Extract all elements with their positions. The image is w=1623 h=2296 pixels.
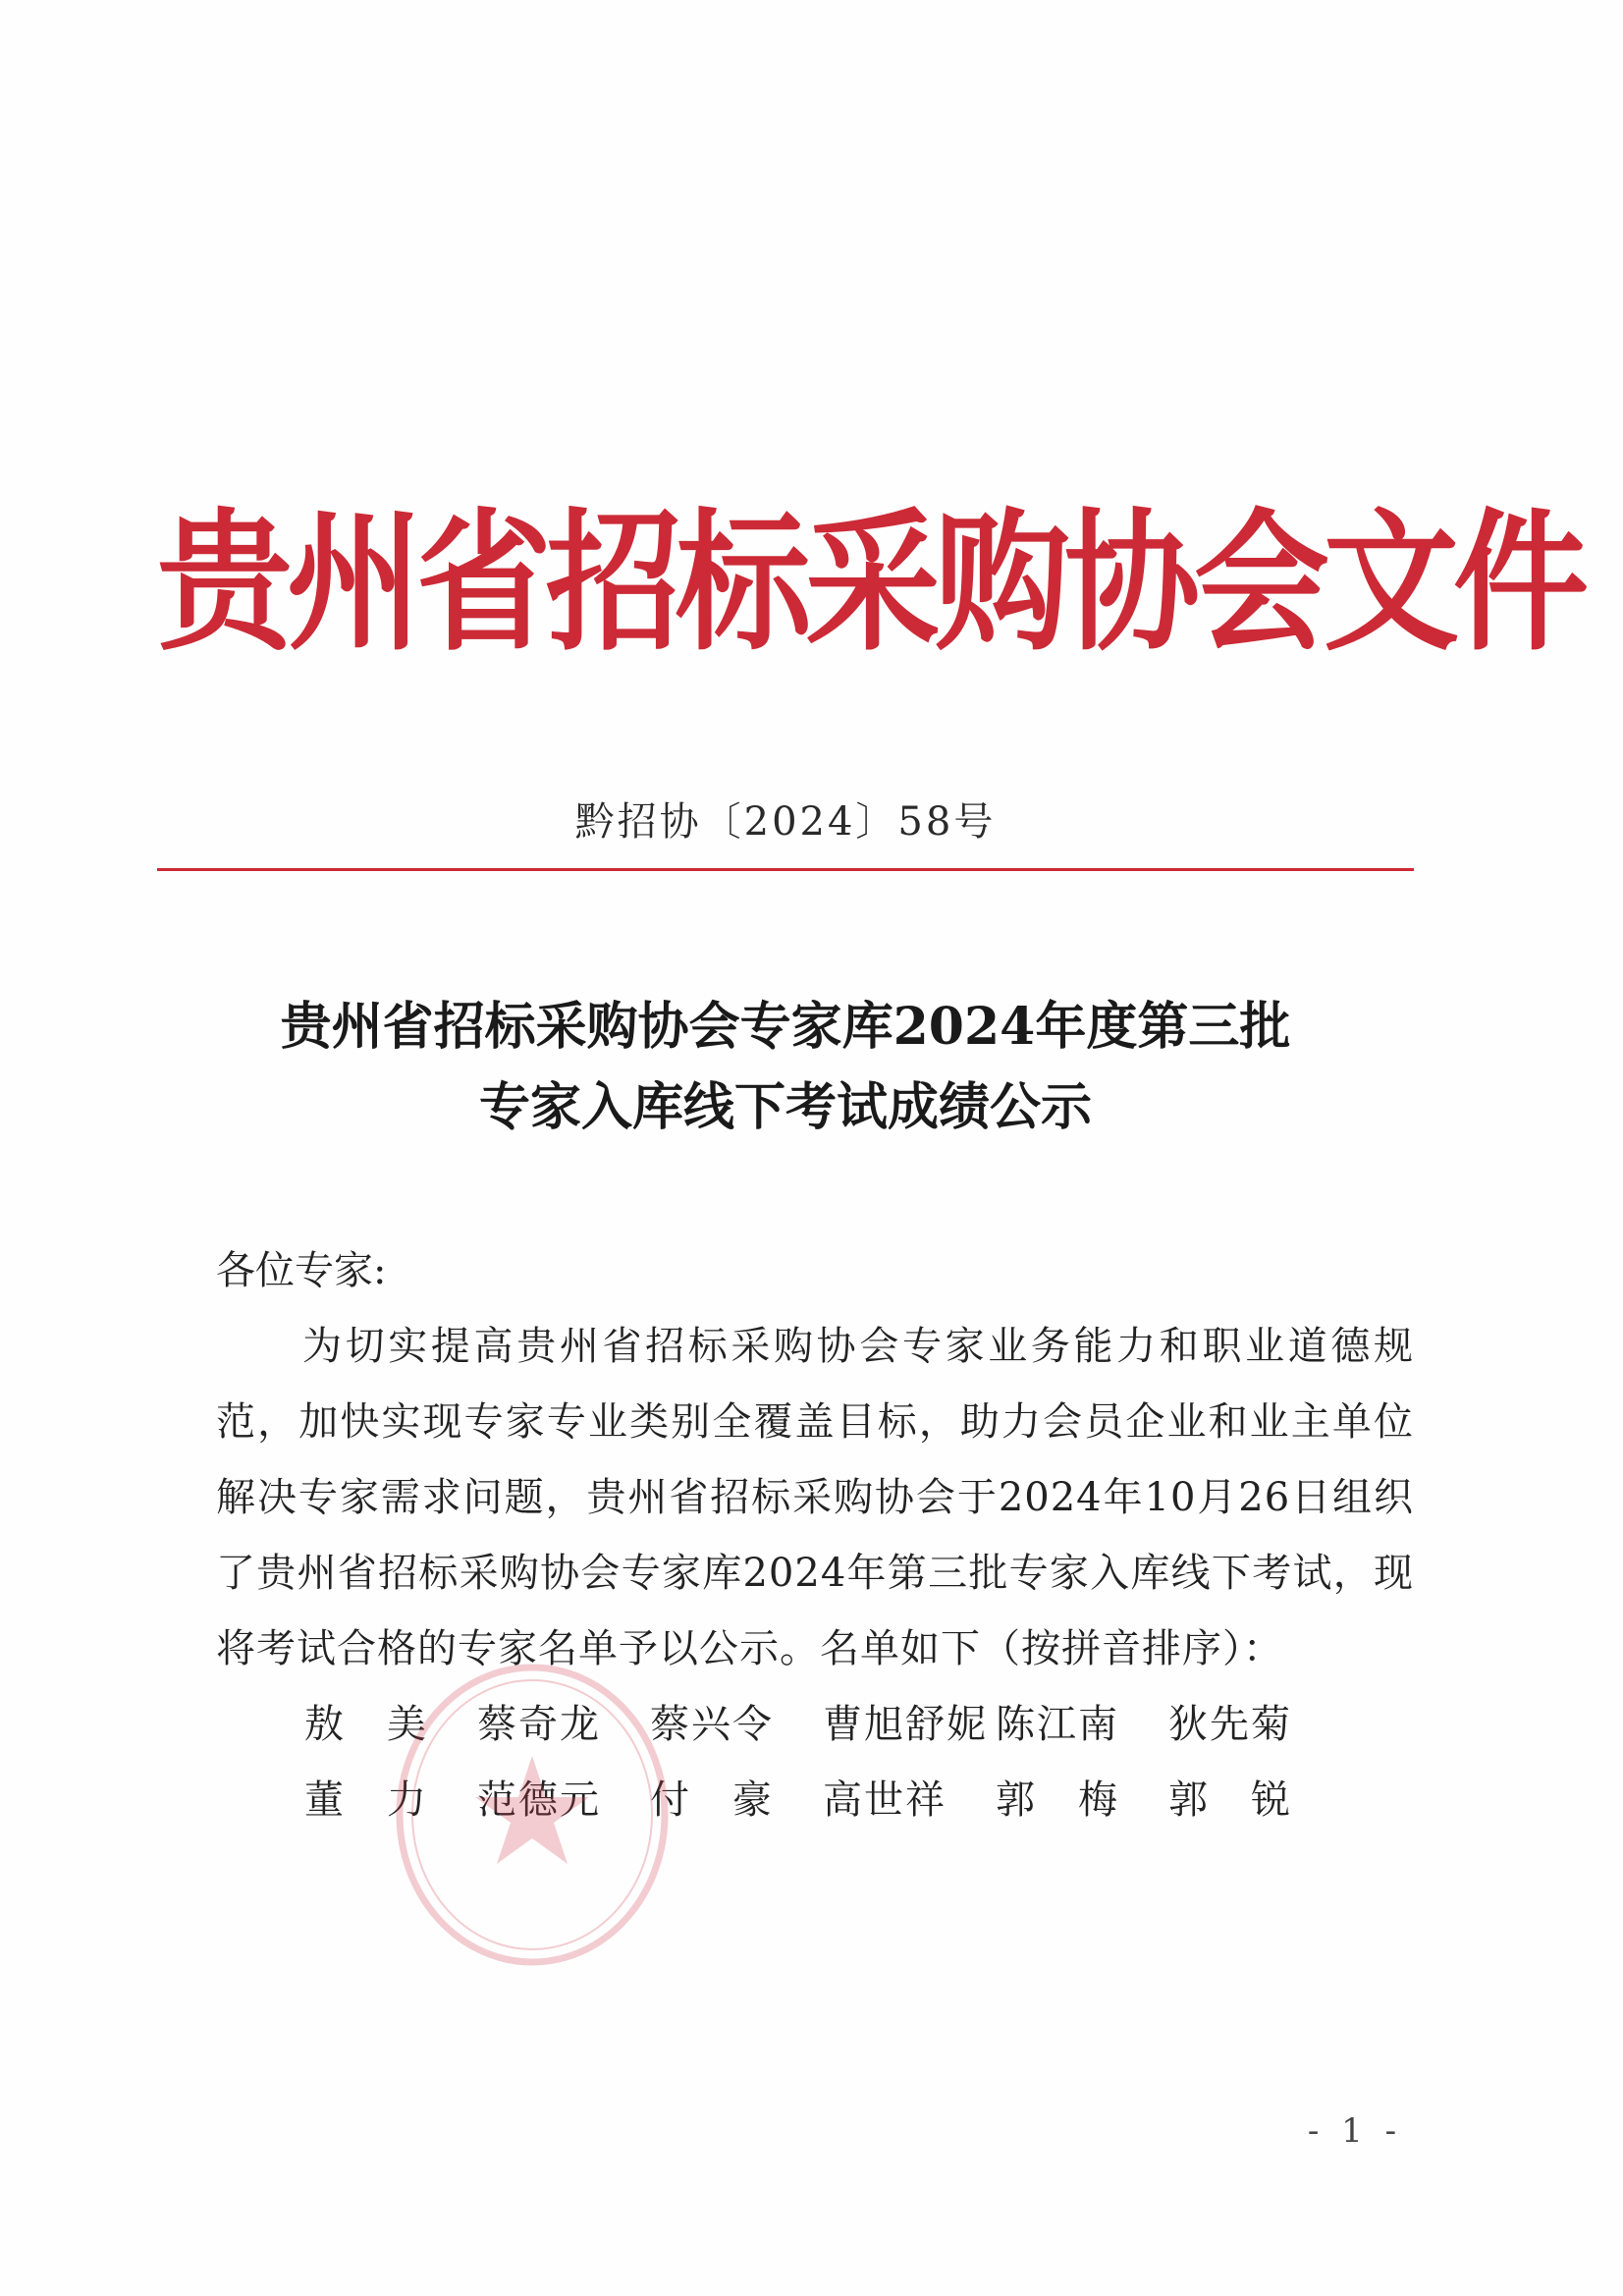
notice-title xyxy=(157,987,1414,1148)
salutation: 各位专家: xyxy=(216,1248,387,1293)
list-item: 郭 梅 xyxy=(996,1777,1119,1823)
list-item: 狄先菊 xyxy=(1168,1702,1292,1747)
name-row-2 xyxy=(304,1763,1414,1838)
notice-title-line-2: 专家入库线下考试成绩公示 xyxy=(478,1077,1092,1137)
page-number: - 1 - xyxy=(1307,2111,1403,2151)
notice-body xyxy=(216,1233,1414,1838)
list-item: 敖 美 xyxy=(304,1702,428,1747)
list-item: 高世祥 xyxy=(823,1777,947,1823)
list-item: 范德元 xyxy=(477,1777,601,1823)
notice-title-line-1: 贵州省招标采购协会专家库2024年度第三批 xyxy=(280,997,1291,1057)
document-number: 黔招协〔2024〕58号 xyxy=(574,799,997,845)
list-item: 陈江南 xyxy=(996,1702,1119,1747)
name-list xyxy=(216,1687,1414,1838)
list-item: 蔡奇龙 xyxy=(477,1702,601,1747)
body-paragraph: 为切实提高贵州省招标采购协会专家业务能力和职业道德规范，加快实现专家专业类别全覆盖目标，助力会员企业和业主单位解决专家需求问题，贵州省招标采购协会于2024年10月26日组织了贵州省招标采购协会专家库2024年第三批专家入库线下考试，现将考试合格的专家名单予以公示。名单如下（按拼音排序）： xyxy=(216,1324,1414,1671)
masthead-title: 贵州省招标采购协会文件 xyxy=(157,494,1584,672)
name-row-1 xyxy=(304,1687,1414,1763)
list-item: 郭 锐 xyxy=(1168,1777,1292,1823)
list-item: 董 力 xyxy=(304,1777,428,1823)
list-item: 付 豪 xyxy=(650,1777,774,1823)
list-item: 蔡兴令 xyxy=(650,1702,774,1747)
red-separator-line xyxy=(157,868,1414,871)
list-item: 曹旭舒妮 xyxy=(823,1702,988,1747)
